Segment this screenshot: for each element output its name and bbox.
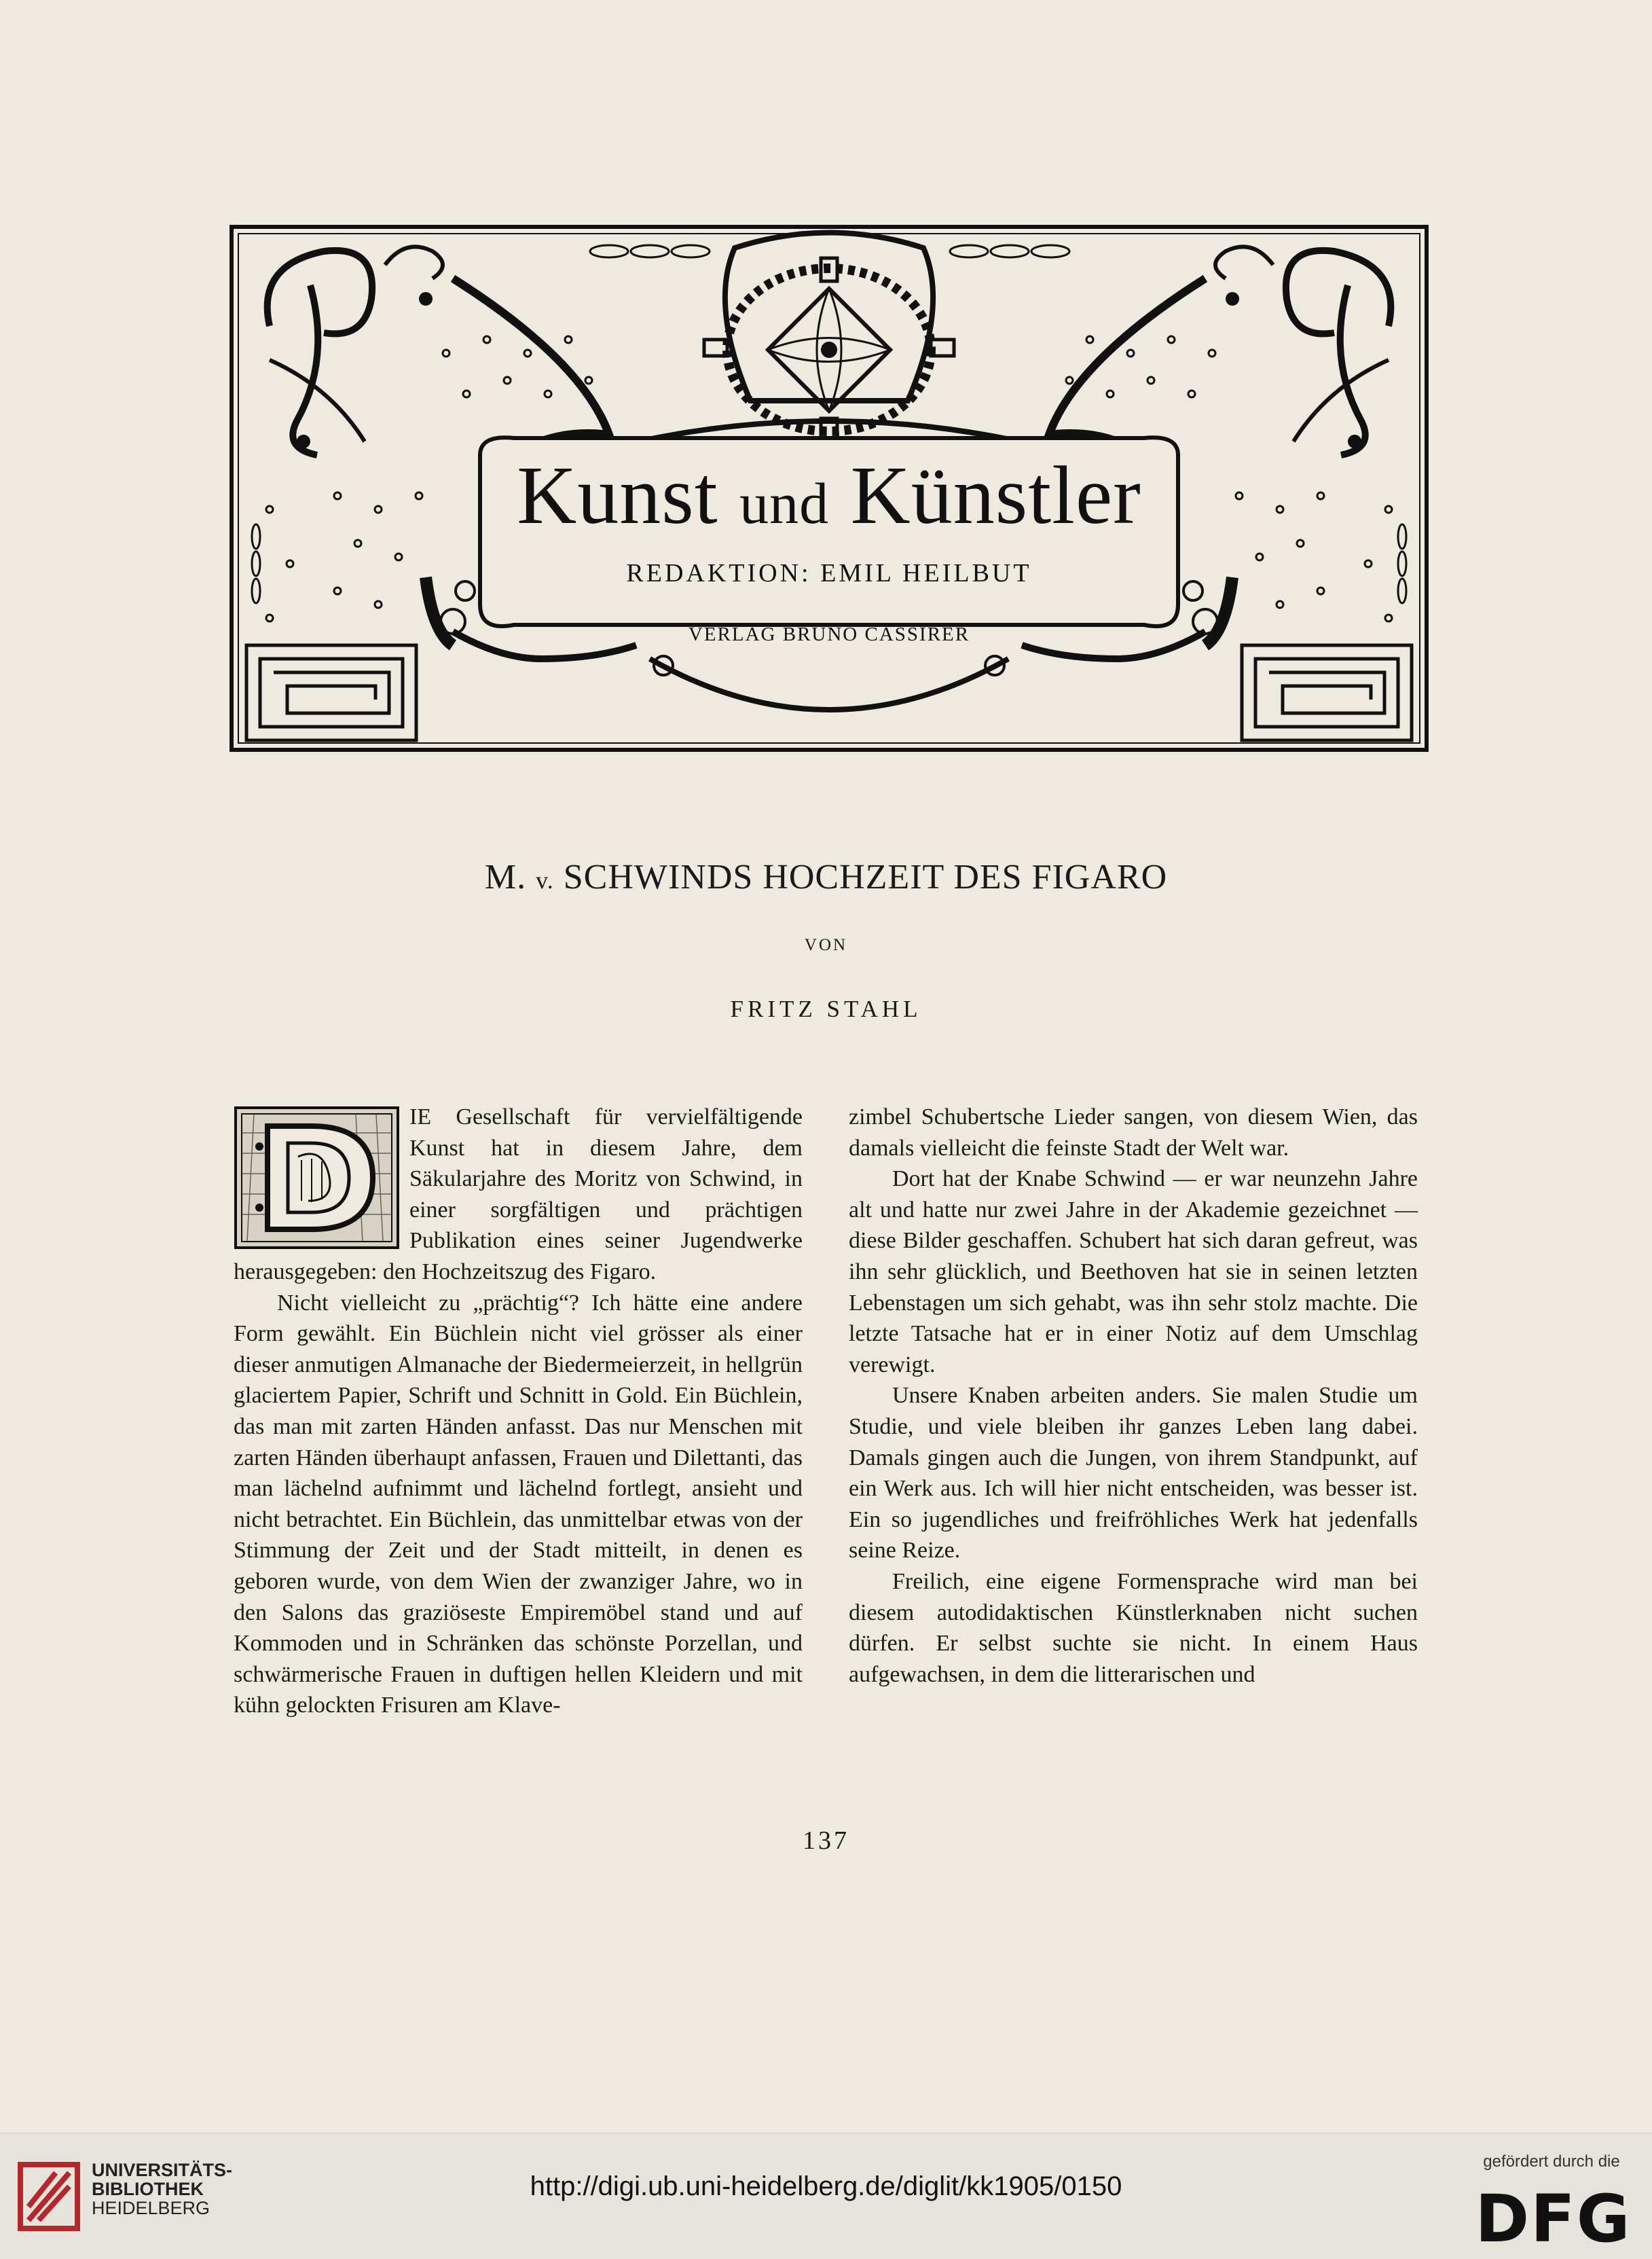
text-column-left — [234, 1102, 803, 1721]
paragraph: IE Gesellschaft für vervielfältigende Kunst hat in diesem Jahre, dem Säkularjahre des Moritz von Schwind, in einer sorgfältigen und prächtigen Publikation eines seiner Jugendwerke herausgegeben: den Hochzeitszug des Figaro. — [234, 1104, 803, 1284]
permalink-url[interactable]: http://digi.ub.uni-heidelberg.de/diglit/kk1905/0150 — [530, 2171, 1122, 2201]
paragraph: Dort hat der Knabe Schwind — er war neunzehn Jahre alt und hatte nur zwei Jahre in der Akademie gezeichnet — diese Bilder geschaffen. Schubert hat sich daran gefreut, was ihn sehr glücklich, und Beethoven hat sie in seinen letzten Lebenstagen um sich gehabt, was ihn sehr stolz machte. Die letzte Tatsache hat er in einer Notiz auf dem Umschlag verewigt. — [849, 1166, 1418, 1377]
paragraph: Unsere Knaben arbeiten anders. Sie malen Studie um Studie, und viele bleiben ihr ganzes Leben lang dabei. Damals gingen auch die Jungen, von ihrem Standpunkt, auf ein Werk aus. Ich will hier nicht entscheiden, was besser ist. Ein so jugendliches und freifröhliches Werk hat jedenfalls seine Reize. — [849, 1383, 1418, 1564]
initial-d-illustration — [234, 1106, 400, 1250]
magazine-title: Kunst und Künstler — [517, 450, 1141, 541]
article-by: VON — [804, 936, 848, 954]
funding-caption: gefördert durch die — [1483, 2152, 1620, 2171]
masthead-ornament — [229, 224, 1429, 753]
masthead-editor: REDAKTION: EMIL HEILBUT — [626, 559, 1032, 588]
masthead-publisher: VERLAG BRUNO CASSIRER — [688, 624, 970, 645]
paragraph: Nicht vielleicht zu „prächtig“? Ich hätte eine andere Form gewählt. Ein Büchlein nicht viel grösser als einer dieser anmutigen Almanache der Biedermeierzeit, in hellgrün glaciertem Papier, Schrift und Schnitt in Gold. Ein Büchlein, das man mit zarten Händen anfasst. Das nur Menschen mit zarten Händen überhaupt anfassen, Frauen und Dilettanti, das man lächelnd aufnimmt und lächelnd fortlegt, ansieht und nicht betrachtet. Ein Büchlein, das unmittelbar etwas von der Stimmung der Zeit und der Stadt mitteilt, in denen es geboren wurde, von dem Wien der zwanziger Jahre, wo in den Salons das graziöseste Empiremöbel stand und auf Kommoden und in Schränken das schönste Porzellan, und schwärmerische Frauen in duftigen hellen Kleidern und mit kühn gelockten Frisuren am Klave- — [234, 1290, 803, 1718]
university-library-name[interactable]: UNIVERSITÄTS- BIBLIOTHEK HEIDELBERG — [92, 2160, 233, 2218]
dfg-logo[interactable]: DFG — [1475, 2181, 1632, 2257]
page-number: 137 — [803, 1826, 849, 1855]
article-author: FRITZ STAHL — [730, 996, 922, 1022]
article-title: M. v. SCHWINDS HOCHZEIT DES FIGARO — [484, 858, 1168, 897]
paragraph: zimbel Schubertsche Lieder sangen, von diesem Wien, das damals vielleicht die feinste Stadt der Welt war. — [849, 1104, 1418, 1161]
footer-bar — [0, 2133, 1652, 2259]
paragraph: Freilich, eine eigene Formensprache wird man bei diesem autodidaktischen Künstlerknaben nicht suchen dürfen. Er selbst suchte sie nicht. In einem Haus aufgewachsen, in dem die litterarischen und — [849, 1568, 1418, 1687]
text-column-right — [849, 1102, 1418, 1690]
